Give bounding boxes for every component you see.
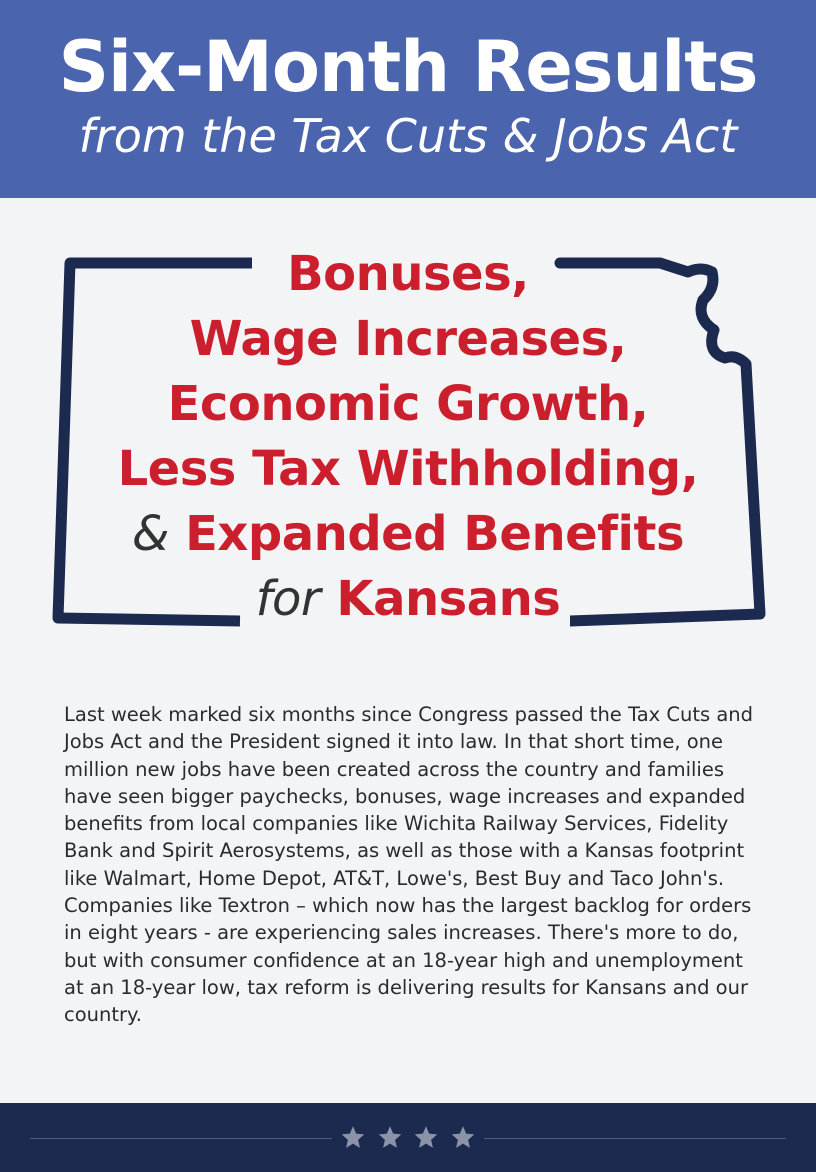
star-icon bbox=[377, 1124, 403, 1150]
page-title: Six-Month Results bbox=[58, 26, 758, 108]
headline-line-6: Kansans bbox=[336, 571, 561, 627]
headline-line-4: Less Tax Withholding, bbox=[117, 441, 699, 497]
footer-divider-left bbox=[30, 1138, 332, 1139]
for-prefix: for bbox=[255, 571, 321, 627]
headline-line-1: Bonuses, bbox=[277, 242, 539, 307]
body-paragraph: Last week marked six months since Congress passed the Tax Cuts and Jobs Act and the President signed it into law. In that short time, one million new jobs have been created across the country and families have seen bigger paychecks, bonuses, wage increases and expanded benefits from local companies like Wichita Railway Services, Fidelity Bank and Spirit Aerosystems, as well as those with a Kansas footprint like Walmart, Home Depot, AT&T, Lowe's, Best Buy and Taco John's. Companies like Textron – which now has the largest backlog for orders in eight years - are experiencing sales increases. There's more to do, but with consumer confidence at an 18-year high and unemployment at an 18-year low, tax reform is delivering results for Kansans and our country. bbox=[64, 703, 754, 1027]
headline-line-2: Wage Increases, bbox=[189, 311, 627, 367]
headline-line-3: Economic Growth, bbox=[167, 376, 649, 432]
star-icon bbox=[340, 1124, 366, 1150]
page-subtitle: from the Tax Cuts & Jobs Act bbox=[78, 109, 738, 163]
star-icon bbox=[450, 1124, 476, 1150]
footer-stars bbox=[340, 1119, 476, 1155]
ampersand-prefix: & bbox=[131, 506, 169, 562]
headline bbox=[40, 242, 776, 632]
headline-line-5: Expanded Benefits bbox=[185, 506, 685, 562]
footer-divider-right bbox=[484, 1138, 786, 1139]
footer-bar bbox=[0, 1103, 816, 1172]
star-icon bbox=[413, 1124, 439, 1150]
